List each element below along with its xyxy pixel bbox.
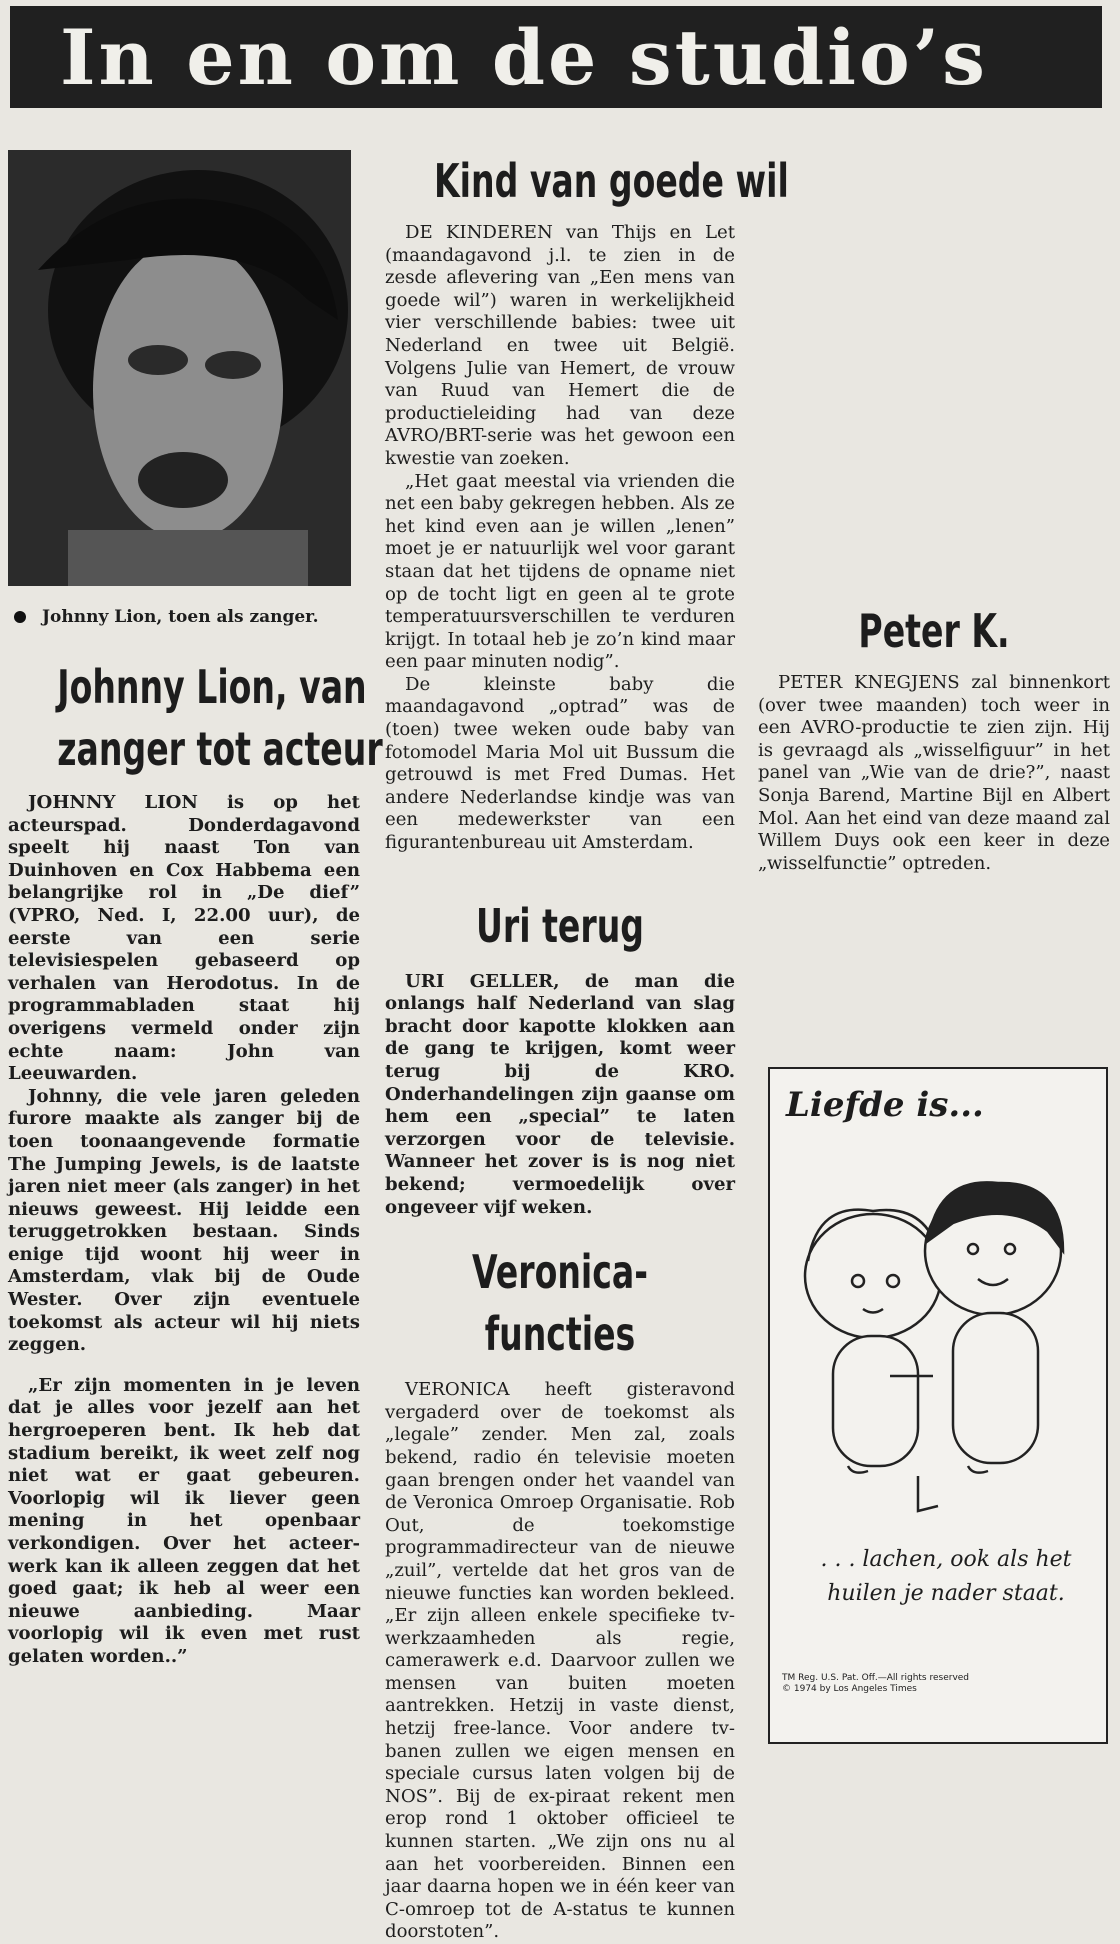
cartoon-caption: . . . lachen, ook als het huilen je nader staat.: [820, 1547, 1072, 1606]
kind-paragraph-3: De kleinste baby die maandagavond „optrad” was de (toen) twee weken oude baby van fotomodel Maria Mol uit Bussum die getrouwd is met Fred Dumas. Het andere Nederlandse kindje was van een medewerkster van een figurantenbureau uit Amsterdam.: [385, 673, 735, 854]
cartoon-title: Liefde is...: [786, 1085, 984, 1125]
kind-lead: DE KINDEREN: [405, 222, 553, 243]
uri-p1-text: , de man die onlangs half Nederland van slag bracht door kapotte klokken aan de gang te krijgen, komt weer terug bij de KRO. Onderhandelingen zijn gaanse om hem een „special” te laten verzorgen voor de televisie. Wanneer het zover is is nog niet bekend; vermoedelijk over ongeveer vijf weken.: [385, 970, 735, 1218]
masthead: [10, 6, 1102, 108]
uri-lead: URI GELLER: [405, 970, 554, 992]
uri-headline: Uri terug: [475, 898, 645, 953]
peter-lead: PETER KNEGJENS: [778, 672, 960, 693]
column-left: [8, 150, 383, 1669]
veronica-headline-line-1: Veronica-: [471, 1245, 649, 1300]
johnny-paragraph-2: Johnny, die vele jaren geleden furore maakte als zanger bij de toen toonaangevende formatie The Jumping Jewels, is de laatste jaren niet meer (als zanger) in het nieuws geweest. Hij leidde een teruggetrokken bestaan. Sinds enige tijd woont hij weer in Amsterdam, vlak bij de Oude Wester. Over zijn eventuele toekomst als acteur wil hij niets zeggen.: [8, 1085, 360, 1356]
veronica-continuation-space: [758, 150, 1110, 600]
kind-p1-text: van Thijs en Let (maandagavond j.l. te zien in de zesde aflevering van „Een mens van goede wil”) waren in werkelijkheid vier verschillende babies: twee uit Nederland en twee uit België. Volgens Julie van Hemert, de vrouw van Ruud van Hemert die de productieleiding had van deze AVRO/BRT-serie was het gewoon een kwestie van zoeken.: [385, 222, 735, 469]
column-middle: [385, 150, 789, 1944]
veronica-lead: VERONICA: [405, 1379, 510, 1401]
veronica-paragraph-1: [385, 1379, 735, 1944]
photo-caption-text: Johnny Lion, toen als zanger.: [42, 607, 319, 627]
cartoon-drawing: [778, 1131, 1098, 1521]
cartoon-copyright-2: © 1974 by Los Angeles Times: [782, 1684, 917, 1694]
column-right: [758, 150, 1110, 875]
peter-p1-text: zal binnenkort (over twee maanden) toch weer in een AVRO-productie te zien zijn. Hij is gevraagd als „wisselfiguur” in het panel van „Wie van de drie?”, naast Sonja Barend, Martine Bijl en Albert Mol. Aan het eind van deze maand zal Willem Duys ook een keer in deze „wisselfunctie” optreden.: [758, 672, 1110, 874]
veronica-p1-text: heeft gisteravond vergaderd over de toekomst als „legale” zender. Men zal, zoals bekend, radio én televisie moeten gaan brengen onder het vaandel van de Veronica Omroep Organisatie. Rob Out, de toekomstige programmadirecteur van de nieuwe „zuil”, vertelde dat het gros van de nieuwe functies kan worden bekleed. „Er zijn alleen enkele specifieke tv-werkzaamheden als regie, camerawerk e.d. Daarvoor zullen we mensen van buiten moeten aantrekken. Hetzij in vaste dienst, hetzij free-lance. Voor andere tv-banen zullen we eigen mensen en speciale cursus laten volgen bij de NOS”. Bij de ex-piraat rekent men erop rond 1 oktober officieel te kunnen starten. „We zijn ons nu al aan het voorbereiden. Binnen een jaar daarna hopen we in één keer van C-omroep tot de A-status te kunnen doorstoten”.: [385, 1379, 735, 1943]
liefde-is-cartoon: [768, 1067, 1108, 1744]
johnny-p1-text: is op het acteurspad. Donderdagavond speelt hij naast Ton van Duinhoven en Cox Habbema een belangrijke rol in „De dief” (VPRO, Ned. I, 22.00 uur), de eerste van een serie televisiespelen gebaseerd op verhalen van Herodotus. In de programmabladen staat hij overigens vermeld onder zijn echte naam: John van Leeuwarden.: [8, 792, 361, 1085]
johnny-paragraph-3: „Er zijn momenten in je leven dat je alles voor jezelf aan het hergroeperen bent. Ik heb dat stadium bereikt, ik weet zelf nog niet wat er gaat gebeuren. Voorlopig wil ik liever geen mening in het openbaar verkondigen. Over het acteer-werk kan ik alleen zeggen dat het goed gaat; ik heb al weer een nieuwe aanbieding. Maar voorlopig wil ik even met rust gelaten worden..”: [8, 1374, 360, 1667]
masthead-title: In en om de studio’s: [60, 12, 988, 102]
veronica-headline-line-2: functies: [484, 1307, 636, 1362]
cartoon-copyright-1: TM Reg. U.S. Pat. Off.—All rights reserved: [782, 1673, 970, 1683]
johnny-paragraph-1: [8, 792, 360, 1086]
kind-headline: Kind van goede wil: [434, 154, 789, 208]
kind-paragraph-2: „Het gaat meestal via vrienden die net een baby gekregen hebben. Als ze het kind even aan je willen „lenen” moet je er natuurlijk wel voor garant staan dat het tijdens de opname niet op de tocht ligt en geen al te grote temperatuursverschillen te verduren krijgt. In totaal heb je zo’n kind maar een paar minuten nodig”.: [385, 470, 735, 673]
johnny-lion-photo: [8, 150, 351, 586]
johnny-lead: JOHNNY LION: [28, 792, 198, 813]
portrait-illustration: [8, 150, 351, 586]
photo-caption: [8, 606, 360, 628]
peter-headline: Peter K.: [858, 604, 1010, 658]
peter-paragraph-1: [758, 672, 1110, 875]
johnny-headline-line-2: zanger tot acteur: [57, 722, 383, 776]
uri-paragraph-1: [385, 971, 735, 1220]
bullet-icon: [14, 611, 26, 623]
johnny-headline-line-1: Johnny Lion, van: [57, 660, 367, 714]
kind-paragraph-1: [385, 222, 735, 471]
